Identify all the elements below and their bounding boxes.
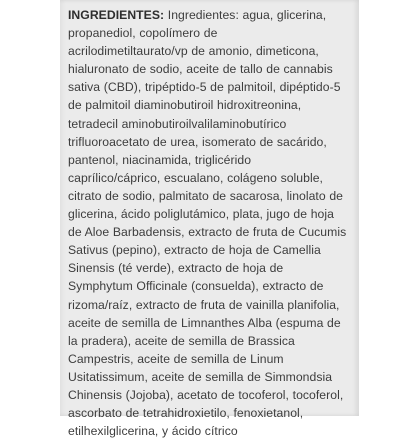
ingredients-line: Sativus (pepino), extracto de hoja de Camellia bbox=[68, 243, 321, 258]
ingredients-line: tetradecil aminobutiroilvalilaminobutírico bbox=[68, 116, 287, 131]
ingredients-heading: INGREDIENTES: bbox=[68, 8, 165, 22]
ingredients-line: Campestris, aceite de semilla de Linum bbox=[68, 351, 284, 366]
ingredients-line: INGREDIENTES: Ingredientes: agua, glicerina, bbox=[68, 8, 327, 22]
ingredients-line: pantenol, niacinamida, triglicérido bbox=[68, 152, 252, 167]
ingredients-line: rizoma/raíz, extracto de fruta de vainilla planifolia, bbox=[68, 297, 340, 312]
ingredients-line: de palmitoil diaminobutiroil hidroxitreonina, bbox=[68, 98, 302, 113]
ingredients-line: citrato de sodio, palmitato de sacarosa, linolato de bbox=[68, 188, 343, 203]
ingredients-line: de Aloe Barbadensis, extracto de fruta de Cucumis bbox=[68, 225, 347, 240]
ingredients-line: acrilodimetiltaurato/vp de amonio, dimeticona, bbox=[68, 44, 319, 59]
ingredients-line: trifluoroacetato de urea, isomerato de sacárido, bbox=[68, 134, 327, 149]
ingredients-line: la pradera), aceite de semilla de Brassica bbox=[68, 333, 295, 348]
ingredients-line: Symphytum Officinale (consuelda), extracto de bbox=[68, 279, 324, 294]
ingredients-line: Sinensis (té verde), extracto de hoja de bbox=[68, 261, 284, 276]
ingredients-line: propanediol, copolímero de bbox=[68, 26, 218, 41]
ingredients-line: Usitatissimum, aceite de semilla de Simmondsia bbox=[68, 369, 333, 384]
ingredients-line: sativa (CBD), tripéptido-5 de palmitoil, dipéptido-5 bbox=[68, 80, 341, 95]
ingredients-line: ascorbato de tetrahidroxietilo, fenoxietanol, bbox=[68, 406, 304, 421]
ingredients-line: glicerina, ácido poliglutámico, plata, jugo de hoja bbox=[68, 207, 334, 222]
ingredients-text bbox=[68, 6, 360, 440]
ingredients-line: caprílico/cáprico, escualano, colágeno soluble, bbox=[68, 170, 323, 185]
ingredients-line: etilhexilglicerina, y ácido cítrico bbox=[68, 424, 238, 439]
ingredients-line: hialuronato de sodio, aceite de tallo de cannabis bbox=[68, 62, 333, 77]
ingredients-line: Chinensis (Jojoba), acetato de tocoferol, tocoferol, bbox=[68, 387, 344, 402]
ingredients-line: aceite de semilla de Limnanthes Alba (espuma de bbox=[68, 315, 341, 330]
